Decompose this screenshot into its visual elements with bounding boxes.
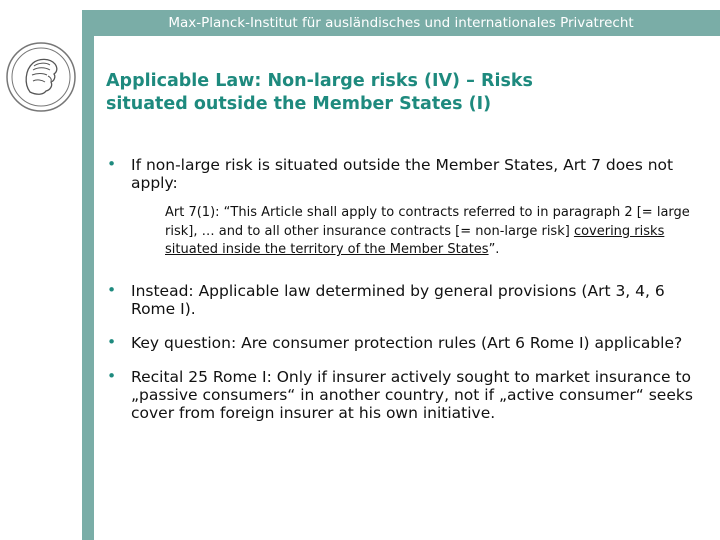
bullet-item <box>107 334 707 352</box>
bullet-dot-icon: • <box>107 280 117 299</box>
slide-content <box>107 156 707 422</box>
quote-underlined: covering risks situated inside the territory of the Member States <box>165 223 665 257</box>
bullet-text: Key question: Are consumer protection rules (Art 6 Rome I) applicable? <box>131 333 683 352</box>
quote-prefix: Art 7(1): “This Article shall apply to contracts referred to in paragraph 2 [= large risk], … and to all other insurance contracts [= non-large risk] <box>165 205 690 239</box>
bullet-text: Instead: Applicable law determined by general provisions (Art 3, 4, 6 Rome I). <box>131 281 665 318</box>
quote-suffix: ”. <box>488 242 500 257</box>
bullet-item <box>107 156 707 192</box>
bullet-item <box>107 282 707 318</box>
bullet-dot-icon: • <box>107 366 117 385</box>
bullet-dot-icon: • <box>107 332 117 351</box>
bullet-dot-icon: • <box>107 155 117 173</box>
sidebar-band <box>82 36 94 540</box>
institute-name: Max-Planck-Institut für ausländisches und internationales Privatrecht <box>168 15 634 31</box>
title-line-1: Applicable Law: Non-large risks (IV) – Risks <box>106 71 533 91</box>
bullet-text: If non-large risk is situated outside the Member States, Art 7 does not apply: <box>131 156 674 192</box>
quoted-article <box>165 204 705 260</box>
bullet-item <box>107 368 707 422</box>
title-line-2: situated outside the Member States (I) <box>106 94 492 114</box>
slide-title <box>106 70 706 116</box>
bullet-text: Recital 25 Rome I: Only if insurer actively sought to market insurance to „passive consumers“ in another country, not if „active consumer“ seeks cover from foreign insurer at his own initiative. <box>131 367 693 422</box>
minerva-logo-icon <box>0 36 82 118</box>
